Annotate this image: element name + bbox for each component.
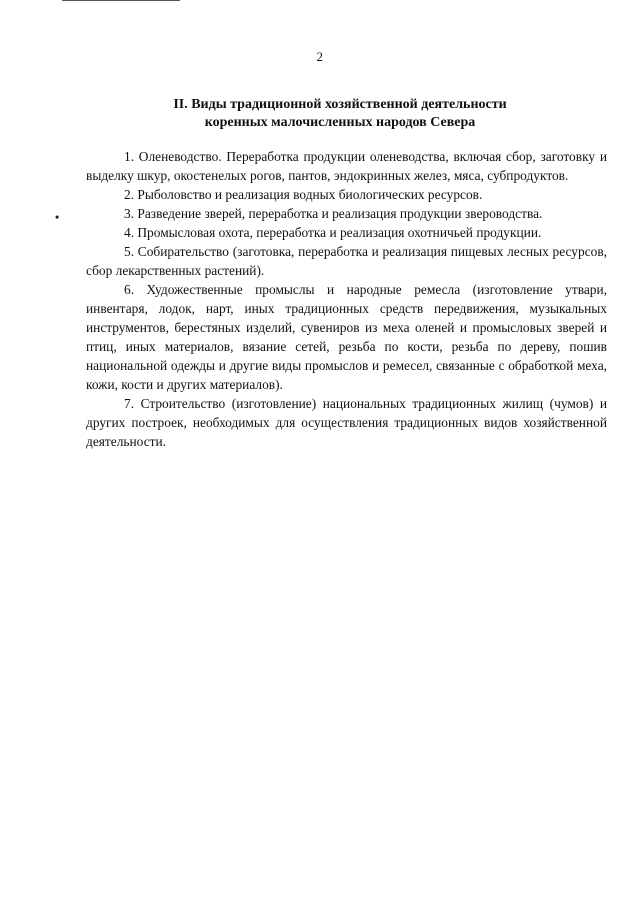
section-heading-line-1: II. Виды традиционной хозяйственной деятельности bbox=[173, 97, 507, 112]
paragraph-3-fur-farming: 3. Разведение зверей, переработка и реализация продукции звероводства. bbox=[124, 206, 543, 221]
stray-scan-mark: • bbox=[55, 210, 60, 224]
paragraph-1-reindeer-herding: 1. Оленеводство. Переработка продукции оленеводства, включая сбор, заготовку и выделку шкур, окостенелых рогов, пантов, эндокринных желез, мяса, субпродуктов. bbox=[86, 149, 607, 183]
body-text bbox=[86, 147, 607, 451]
page-number: 2 bbox=[316, 49, 324, 64]
top-rule-line bbox=[62, 0, 180, 2]
paragraph-4-hunting: 4. Промысловая охота, переработка и реализация охотничьей продукции. bbox=[124, 225, 542, 240]
paragraph-6-crafts: 6. Художественные промыслы и народные ремесла (изготовление утвари, инвентаря, лодок, нарт, иных традиционных средств передвижения, музыкальных инструментов, берестяных изделий, сувениров из меха оленей и промысловых зверей и птиц, иных материалов, вязание сетей, резьба по кости, резьба по дереву, пошив национальной одежды и другие виды промыслов и ремесел, связанные с обработкой меха, кожи, кости и других материалов). bbox=[86, 282, 607, 392]
paragraph-2-fishing: 2. Рыболовство и реализация водных биологических ресурсов. bbox=[124, 187, 483, 202]
paragraph-7-construction: 7. Строительство (изготовление) национальных традиционных жилищ (чумов) и других построек, необходимых для осуществления традиционных видов хозяйственной деятельности. bbox=[86, 396, 607, 449]
section-heading-line-2: коренных малочисленных народов Севера bbox=[204, 115, 476, 130]
section-heading bbox=[60, 96, 620, 132]
paragraph-5-gathering: 5. Собирательство (заготовка, переработка и реализация пищевых лесных ресурсов, сбор лекарственных растений). bbox=[86, 244, 607, 278]
